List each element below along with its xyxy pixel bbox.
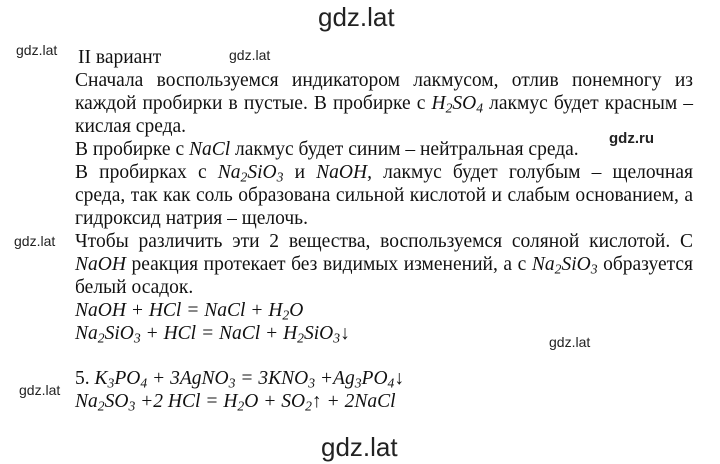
equation-2: $Na_2SiO_3$ + HCl = NaCl + $H_2SiO_3↓$ <box>75 323 350 346</box>
paragraph-3-line-2: среда, так как соль образована сильной кислотой и слабым основанием, а <box>75 185 693 206</box>
paragraph-4-line-1: Чтобы различить эти 2 вещества, воспользуемся соляной кислотой. С <box>75 231 693 252</box>
watermark-bottom: gdz.lat <box>321 432 398 462</box>
watermark-right-1: gdz.lat <box>549 334 591 350</box>
paragraph-1-line-2: каждой пробирки в пустые. В пробирке с $H_2SO_4$ лакмус будет красным – <box>75 93 693 116</box>
equation-3: 5. $K_3PO_4$ + 3AgNO$_3$ = $3KNO_3$ $+Ag_3PO_4↓$ <box>75 368 405 391</box>
watermark-top: gdz.lat <box>318 2 395 32</box>
watermark-left-1: gdz.lat <box>16 42 58 58</box>
watermark-left-3: gdz.lat <box>19 382 61 398</box>
equation-4: $Na_2SO_3 +2$ HCl = $H_2O$ + $SO_2↑$ + 2NaCl <box>75 391 396 414</box>
equation-1: NaOH + HCl = NaCl + $H_2O$ <box>75 300 304 323</box>
watermark-left-2: gdz.lat <box>14 233 56 249</box>
paragraph-2: В пробирке с NaCl лакмус будет синим – нейтральная среда. <box>75 139 579 160</box>
variant-heading: II вариант <box>78 47 162 68</box>
watermark-mid-1: gdz.lat <box>229 47 271 63</box>
paragraph-1-line-3: кислая среда. <box>75 116 187 137</box>
paragraph-1-line-1: Сначала воспользуемся индикатором лакмусом, отлив понемногу из <box>75 70 693 91</box>
paragraph-3-line-3: гидроксид натрия – щелочь. <box>75 208 308 229</box>
paragraph-4-line-3: белый осадок. <box>75 277 194 298</box>
paragraph-4-line-2: NaOH реакция протекает без видимых изменений, а с $Na_2SiO_3$ образуется <box>75 254 694 277</box>
paragraph-3-line-1: В пробирках с $Na_2SiO_3$ и NaOH, лакмус будет голубым – щелочная <box>75 162 693 185</box>
watermark-gdz-ru: gdz.ru <box>609 130 654 147</box>
